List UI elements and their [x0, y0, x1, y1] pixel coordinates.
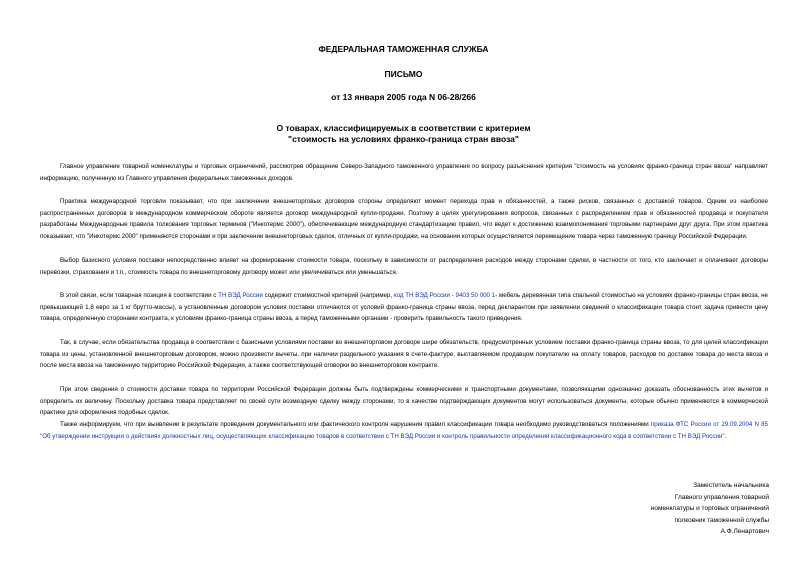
signature-name: А.Ф.Ленартович: [720, 528, 769, 536]
paragraph-4-text-a: В этой связи, если товарная позиция в соответствии с: [60, 292, 219, 299]
paragraph-7-text-b: .: [724, 432, 727, 440]
paragraph-4: [40, 290, 768, 325]
signature-position: Заместитель начальника: [693, 482, 769, 489]
paragraph-3: Выбор базисного условия поставки непосредственно влияет на формирование стоимости товара, поскольку в зависимости от распределения расходов между сторонами сделки, в частности от того, кто заключает и оплачивает договоры перевозки, страхования и т.п., стоимость товара по внешнеторговому договору может или увеличиваться или уменьшаться.: [40, 257, 768, 276]
tn-ved-code-link[interactable]: код ТН ВЭД России - 9403 50 000 1: [393, 292, 496, 299]
document-type: ПИСЬМО: [384, 69, 423, 79]
paragraph-6: При этом сведения о стоимости доставки товара по территории Российской Федерации должны быть подтверждены коммерческими и транспортными документами, позволяющими однозначно доказать обоснованность этих вычетов и определить их величину. Поскольку доставка товара представляет по своей сути возмездную сделку между сторонами, то в качестве подтверждающих документов могут использоваться документы, которые обычно применяются в коммерческой практике для оформления подобных сделок.: [40, 386, 768, 416]
subject-line-1: О товарах, классифицируемых в соответствии с критерием: [276, 123, 531, 133]
paragraph-5: Так, в случае, если обязательства продавца в соответствии с базисными условиями поставки во внешнеторговом договоре шире обязательств, предусмотренных условием поставки франко-граница страны ввоза, то для целей классификации товара из цены, установленной внешнеторговым договором, можно произвести вычеты, при наличии раздельного указания в счете-фактуре, выставляемом продавцом покупателю на оплату товаров, расходов по доставке товара до места ввоза и после места ввоза на таможенную территорию Российской Федерации, а также соответствующей оговорки во внешнеторговом контракте.: [40, 339, 768, 369]
subject-line-2: "стоимость на условиях франко-граница стран ввоза": [288, 134, 519, 144]
agency-title: ФЕДЕРАЛЬНАЯ ТАМОЖЕННАЯ СЛУЖБА: [318, 44, 489, 54]
signature-block: [651, 480, 769, 538]
paragraph-7: [40, 419, 768, 442]
signature-department-2: номенклатуры и торговых ограничений: [650, 505, 769, 513]
fts-order-link[interactable]: приказа ФТС России от 29.09.2004 N 85 "Об утверждении инструкции о действиях должностных лиц, осуществляющих классификацию товаров в соответствии с ТН ВЭД России и контроль правильности определения классификационного кода в соответствии с ТН ВЭД России": [40, 421, 768, 440]
document-date: от 13 января 2005 года N 06-28/266: [331, 92, 476, 102]
paragraph-2: Практика международной торговли показывает, что при заключении внешнеторговых договоров стороны определяют момент перехода прав и обязанностей, а также рисков, связанных с доставкой товаров. Одним из наиболее распространенных договоров в международном коммерческом обороте является договор международной купли-продажи. Поэтому в целях урегулирования вопросов, связанных с распределением прав и обязанностей продавца и покупателя разработаны Международные правила толкования торговых терминов ("Инкотермс 2000"), обеспечивающие международную стандартизацию правил, что ведет к достижению взаимопонимания торговыми партнерами друг друга. При этом практика показывает, что "Инкотермс 2000" применяются сторонами и при заключении внешнеторговых сделок, отличных от купли-продажи, на основании которых осуществляется перемещение товара через таможенную границу Российской Федерации.: [40, 198, 768, 240]
paragraph-4-text-b: содержит стоимостной критерий (например,: [262, 292, 394, 299]
paragraph-1: Главное управление товарной номенклатуры и торговых ограничений, рассмотрев обращение Северо-Западного таможенного управления по вопросу разъяснения критерия "стоимость на условиях франко-граница стран ввоза" направляет информацию, полученную из Главного управления федеральных таможенных доходов.: [40, 163, 768, 182]
paragraph-4-text-c: - мебель деревянная типа спальной стоимостью на условиях франко-границы стран ввоза, не превышающей 1,8 евро за 1 кг брутто-массы), а установленные договором условия поставки отличаются от условий франко-граница страны ввоза, перед декларантом при заявлении сведений о классификации товара стоит задача привести цену товара, определенную сторонами контракта, к условиям франко-граница страны ввоза, а перед таможенными органами - проверить правильность такого приведения.: [40, 292, 768, 322]
paragraph-7-text-a: Также информируем, что при выявлении в результате проведения документального или фактического контроля нарушения правил классификации товара необходимо руководствоваться положениями: [60, 421, 651, 428]
signature-department: Главного управления товарной: [674, 493, 769, 501]
signature-rank: полковник таможенной службы: [674, 516, 769, 524]
tn-ved-link[interactable]: ТН ВЭД России: [218, 292, 263, 299]
